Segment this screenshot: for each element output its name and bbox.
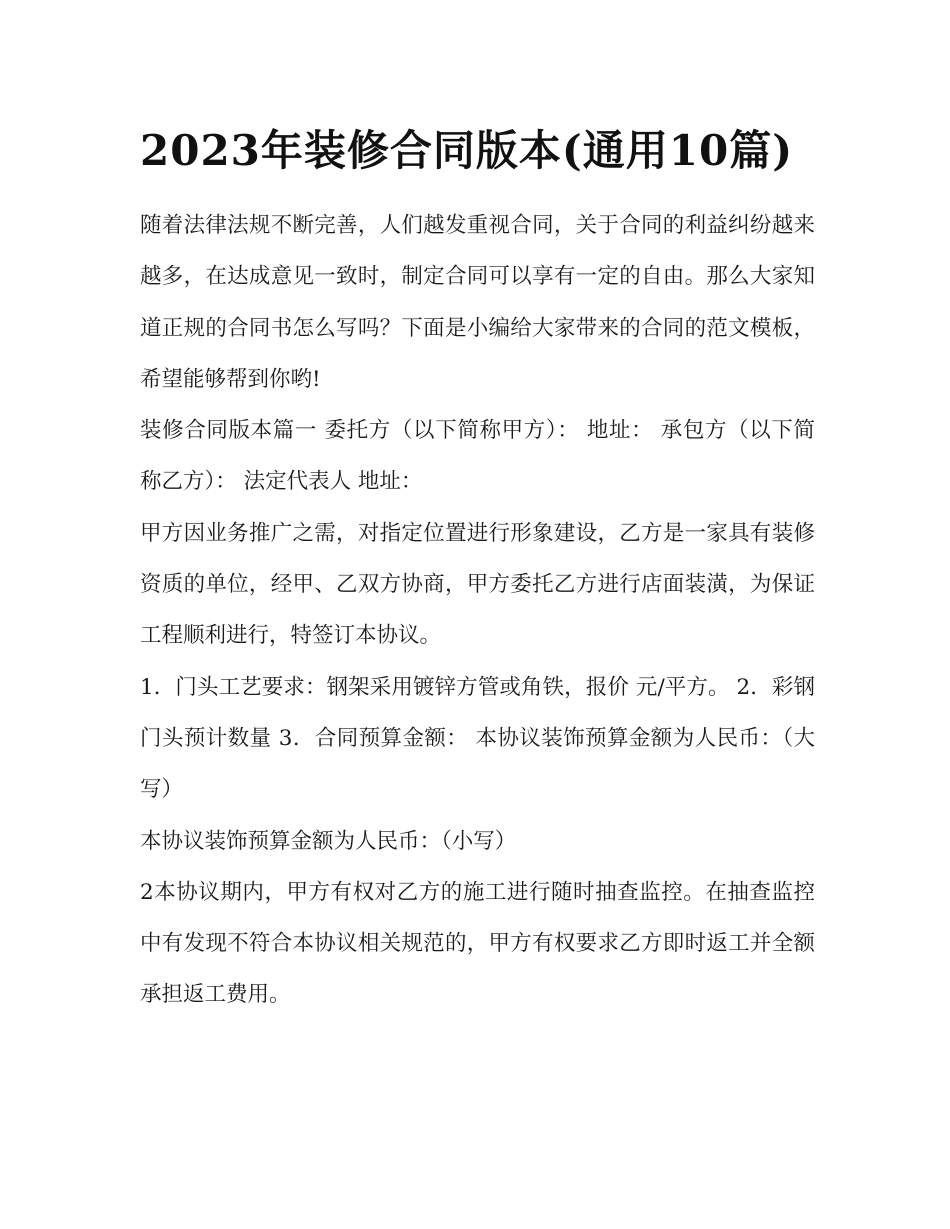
document-body <box>140 114 815 1021</box>
paragraph-requirements: 1．门头工艺要求：钢架采用镀锌方管或角铁，报价 元/平方。 2．彩钢门头预计数量 3．合同预算金额： 本协议装饰预算金额为人民币：（大写） <box>140 674 815 803</box>
paragraph-budget-lowercase: 本协议装饰预算金额为人民币：（小写） <box>140 828 517 854</box>
paragraph-purpose: 甲方因业务推广之需，对指定位置进行形象建设，乙方是一家具有装修资质的单位，经甲、乙双方协商，甲方委托乙方进行店面装潢，为保证工程顺利进行，特签订本协议。 <box>140 520 815 649</box>
paragraph-parties: 装修合同版本篇一 委托方（以下简称甲方）： 地址： 承包方（以下简称乙方）： 法定代表人 地址： <box>140 418 815 495</box>
paragraph-inspection: 2本协议期内，甲方有权对乙方的施工进行随时抽查监控。在抽查监控中有发现不符合本协议相关规范的，甲方有权要求乙方即时返工并全额承担返工费用。 <box>140 879 815 1008</box>
document-title: 2023年装修合同版本(通用10篇) <box>140 126 794 175</box>
paragraph-intro: 随着法律法规不断完善，人们越发重视合同，关于合同的利益纠纷越来越多，在达成意见一致时，制定合同可以享有一定的自由。那么大家知道正规的合同书怎么写吗？下面是小编给大家带来的合同的范文模板，希望能够帮到你哟! <box>140 213 815 392</box>
